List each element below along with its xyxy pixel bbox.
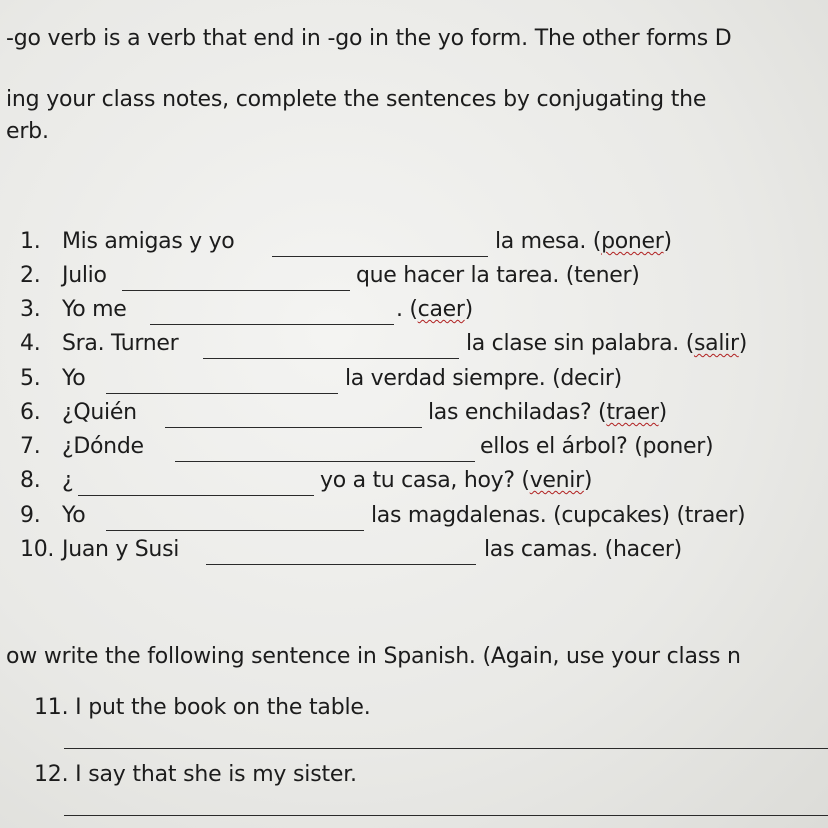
exercise-8-rest: yo a tu casa, hoy? (venir): [320, 468, 593, 493]
exercise-1-verb: poner: [601, 229, 664, 254]
exercise-5-rest: la verdad siempre. (decir): [345, 366, 622, 391]
exercise-2-number: 2.: [20, 263, 41, 288]
exercise-6-rest: las enchiladas? (traer): [428, 400, 667, 425]
exercise-4-number: 4.: [20, 331, 41, 356]
exercise-8-prompt: ¿: [62, 468, 74, 493]
question-12: 12. I say that she is my sister.: [34, 762, 357, 787]
exercise-3-prompt: Yo me: [62, 297, 127, 322]
exercise-5-prompt: Yo: [62, 366, 86, 391]
exercise-1-prompt: Mis amigas y yo: [62, 229, 235, 254]
question-11: 11. I put the book on the table.: [34, 695, 371, 720]
exercise-4-rest: la clase sin palabra. (salir): [466, 331, 747, 356]
exercise-6-blank[interactable]: [165, 427, 422, 428]
exercise-8-blank[interactable]: [78, 495, 314, 496]
exercise-10-blank[interactable]: [206, 564, 476, 565]
exercise-7-rest: ellos el árbol? (poner): [480, 434, 714, 459]
intro-line-3: erb.: [6, 119, 49, 144]
exercise-9-blank[interactable]: [106, 530, 364, 531]
exercise-4-blank[interactable]: [203, 358, 459, 359]
exercise-1-rest: la mesa. (poner): [495, 229, 672, 254]
exercise-8-number: 8.: [20, 468, 41, 493]
exercise-3-number: 3.: [20, 297, 41, 322]
intro-line-2: ing your class notes, complete the sentences by conjugating the: [6, 87, 707, 112]
exercise-2-blank[interactable]: [122, 290, 350, 291]
answer-11-line[interactable]: [64, 748, 828, 749]
exercise-9-prompt: Yo: [62, 503, 86, 528]
exercise-6-number: 6.: [20, 400, 41, 425]
exercise-10-prompt: Juan y Susi: [62, 537, 180, 562]
exercise-6-prompt: ¿Quién: [62, 400, 137, 425]
exercise-8-verb: venir: [529, 468, 584, 493]
intro-line-1: -go verb is a verb that end in -go in the yo form. The other forms D: [6, 26, 732, 51]
exercise-3-rest: . (caer): [396, 297, 473, 322]
exercise-9-rest: las magdalenas. (cupcakes) (traer): [371, 503, 746, 528]
exercise-3-verb: caer: [417, 297, 465, 322]
exercise-9-number: 9.: [20, 503, 41, 528]
exercise-2-rest: que hacer la tarea. (tener): [356, 263, 640, 288]
exercise-7-number: 7.: [20, 434, 41, 459]
exercise-4-verb: salir: [693, 331, 739, 356]
exercise-10-rest: las camas. (hacer): [484, 537, 682, 562]
exercise-1-blank[interactable]: [272, 256, 488, 257]
exercise-5-number: 5.: [20, 366, 41, 391]
exercise-6-verb: traer: [606, 400, 659, 425]
answer-12-line[interactable]: [64, 815, 828, 816]
translation-instruction: ow write the following sentence in Spanish. (Again, use your class n: [6, 644, 741, 669]
exercise-5-blank[interactable]: [106, 393, 338, 394]
exercise-7-blank[interactable]: [175, 461, 475, 462]
exercise-3-blank[interactable]: [150, 324, 394, 325]
exercise-7-prompt: ¿Dónde: [62, 434, 144, 459]
exercise-4-prompt: Sra. Turner: [62, 331, 179, 356]
exercise-2-prompt: Julio: [62, 263, 107, 288]
exercise-1-number: 1.: [20, 229, 41, 254]
exercise-10-number: 10.: [20, 537, 55, 562]
